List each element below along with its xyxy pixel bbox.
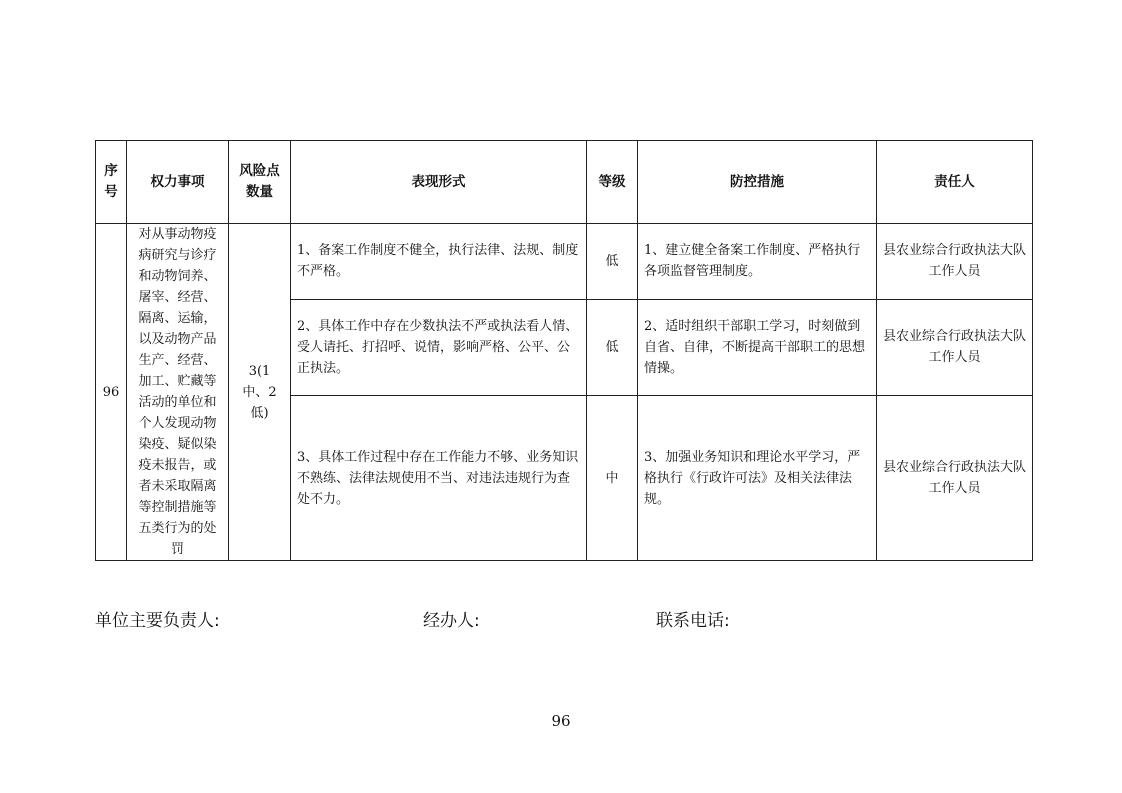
cell-seq: 96: [96, 224, 127, 561]
table-row: [96, 224, 1033, 300]
footer-phone: 联系电话:: [656, 611, 730, 631]
header-matter: 权力事项: [127, 141, 229, 224]
header-level: 等级: [587, 141, 638, 224]
header-seq: 序号: [96, 141, 127, 224]
risk-table: [95, 140, 1033, 561]
cell-manifestation: 1、备案工作制度不健全，执行法律、法规、制度不严格。: [291, 224, 587, 300]
cell-level: 低: [587, 299, 638, 395]
cell-responsible: 县农业综合行政执法大队工作人员: [877, 396, 1033, 561]
header-risk-count: 风险点数量: [229, 141, 291, 224]
footer-unit-head: 单位主要负责人:: [95, 611, 220, 631]
cell-manifestation: 3、具体工作过程中存在工作能力不够、业务知识不熟练、法律法规使用不当、对违法违规行为查处不力。: [291, 396, 587, 561]
cell-measures: 2、适时组织干部职工学习，时刻做到自省、自律，不断提高干部职工的思想情操。: [638, 299, 877, 395]
footer-handler: 经办人:: [423, 611, 480, 631]
page-number: 96: [551, 712, 571, 730]
cell-level: 中: [587, 396, 638, 561]
cell-matter: 对从事动物疫病研究与诊疗和动物饲养、屠宰、经营、隔离、运输，以及动物产品生产、经营、加工、贮藏等活动的单位和个人发现动物染疫、疑似染疫未报告，或者未采取隔离等控制措施等五类行为的处罚: [127, 224, 229, 561]
cell-measures: 3、加强业务知识和理论水平学习，严格执行《行政许可法》及相关法律法规。: [638, 396, 877, 561]
cell-measures: 1、建立健全备案工作制度、严格执行各项监督管理制度。: [638, 224, 877, 300]
cell-level: 低: [587, 224, 638, 300]
cell-responsible: 县农业综合行政执法大队工作人员: [877, 299, 1033, 395]
header-responsible: 责任人: [877, 141, 1033, 224]
cell-risk-count: 3(1中、2低): [229, 224, 291, 561]
cell-responsible: 县农业综合行政执法大队工作人员: [877, 224, 1033, 300]
header-measures: 防控措施: [638, 141, 877, 224]
header-manifestation: 表现形式: [291, 141, 587, 224]
table-header-row: [96, 141, 1033, 224]
cell-manifestation: 2、具体工作中存在少数执法不严或执法看人情、受人请托、打招呼、说情，影响严格、公平、公正执法。: [291, 299, 587, 395]
